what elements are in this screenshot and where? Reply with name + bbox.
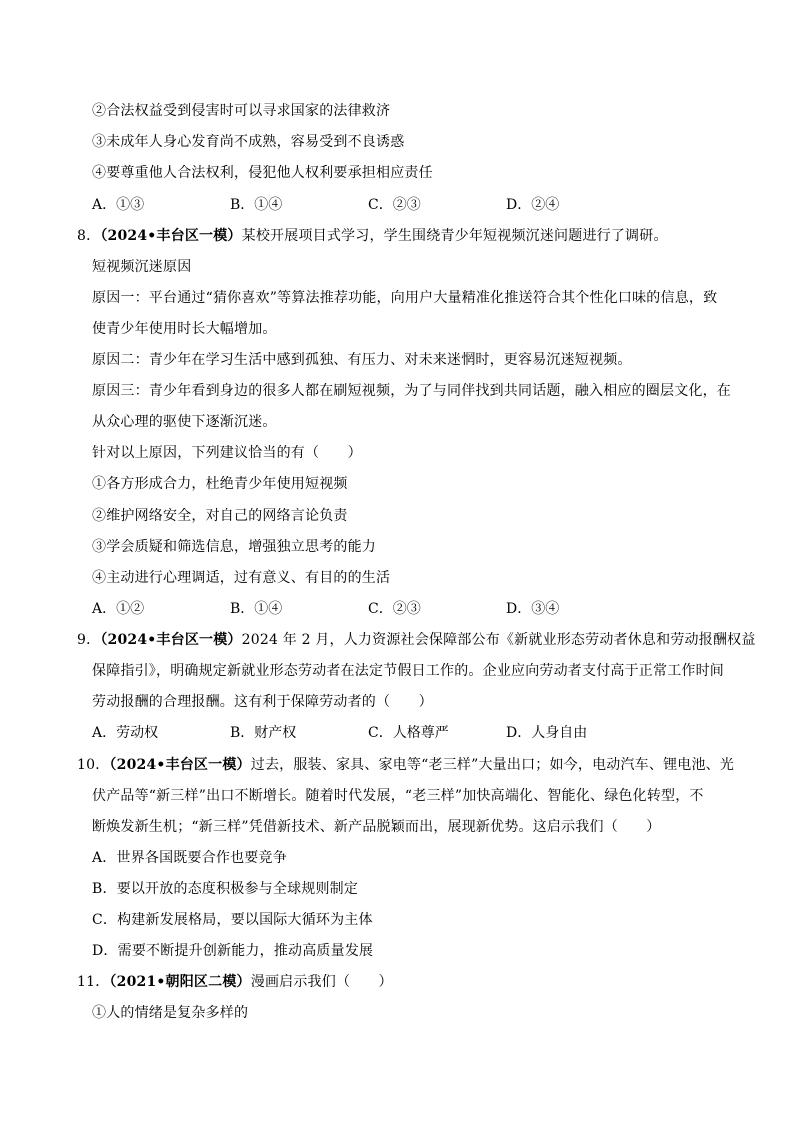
- question-number: 8．: [77, 228, 101, 244]
- q9-line3: 劳动报酬的合理报酬。这有利于保障劳动者的（ ）: [92, 694, 433, 710]
- q10-option-b[interactable]: B．要以开放的态度积极参与全球规则制定: [92, 881, 359, 897]
- q10-option-d[interactable]: D．需要不断提升创新能力，推动高质量发展: [92, 943, 374, 959]
- question-text: 2024 年 2 月，人力资源社会保障部公布《新就业形态劳动者休息和劳动报酬权益: [241, 632, 756, 648]
- q11-item-1: ①人的情绪是复杂多样的: [92, 1005, 249, 1021]
- q8-reason1-line2: 使青少年使用时长大幅增加。: [92, 321, 277, 337]
- prev-item-3: ③未成年人身心发育尚不成熟，容易受到不良诱惑: [92, 134, 405, 150]
- question-source: （2021•朝阳区二模）: [109, 974, 251, 990]
- q10-option-a[interactable]: A．世界各国既要合作也要竞争: [92, 850, 287, 866]
- q8-reason3-line2: 从众心理的驱使下逐渐沉迷。: [92, 414, 277, 430]
- option-c[interactable]: C．②③: [368, 197, 421, 213]
- question-number: 9．: [77, 632, 101, 648]
- q9-line2: 保障指引》，明确规定新就业形态劳动者在法定节假日工作的。企业应向劳动者支付高于正常工作时间: [92, 663, 724, 679]
- option-a[interactable]: A．①②: [92, 601, 145, 617]
- q8-item-1: ①各方形成合力，杜绝青少年使用短视频: [92, 476, 348, 492]
- question-number: 10．: [77, 757, 110, 773]
- q8-item-4: ④主动进行心理调适，过有意义、有目的的生活: [92, 570, 391, 586]
- q10-line2: 伏产品等“新三样”出口不断增长。随着时代发展，“老三样”加快高端化、智能化、绿色化转型，不: [92, 788, 704, 804]
- question-text: 漫画启示我们（ ）: [250, 974, 393, 990]
- question-source: （2024•丰台区一模）: [100, 228, 242, 244]
- q8-reason1-line1: 原因一：平台通过“猜你喜欢”等算法推荐功能，向用户大量精准化推送符合其个性化口味的信息，致: [92, 290, 718, 306]
- q8-heading: 短视频沉迷原因: [92, 259, 192, 275]
- question-source: （2024•丰台区一模）: [109, 757, 251, 773]
- prev-options: [92, 195, 732, 215]
- q10-option-c[interactable]: C．构建新发展格局，要以国际大循环为主体: [92, 912, 373, 928]
- prev-item-4: ④要尊重他人合法权利，侵犯他人权利要承担相应责任: [92, 165, 433, 181]
- question-source: （2024•丰台区一模）: [100, 632, 242, 648]
- q8-item-2: ②维护网络安全，对自己的网络言论负责: [92, 508, 348, 524]
- question-9-stem: [77, 630, 756, 650]
- q8-question: 针对以上原因，下列建议恰当的有（ ）: [92, 445, 362, 461]
- q9-options: [92, 723, 732, 743]
- q8-item-3: ③学会质疑和筛选信息，增强独立思考的能力: [92, 539, 376, 555]
- option-d[interactable]: D．③④: [506, 601, 560, 617]
- option-b[interactable]: B．①④: [230, 601, 283, 617]
- question-8-stem: [77, 226, 668, 246]
- q10-line3: 断焕发新生机；“新三样”凭借新技术、新产品脱颖而出，展现新优势。这启示我们（ ）: [92, 819, 661, 835]
- q8-options: [92, 599, 732, 619]
- option-c[interactable]: C．②③: [368, 601, 421, 617]
- option-b[interactable]: B．财产权: [230, 725, 297, 741]
- question-11-stem: [77, 972, 393, 992]
- option-d[interactable]: D．②④: [506, 197, 560, 213]
- option-a[interactable]: A．①③: [92, 197, 145, 213]
- option-b[interactable]: B．①④: [230, 197, 283, 213]
- prev-item-2: ②合法权益受到侵害时可以寻求国家的法律救济: [92, 103, 391, 119]
- option-a[interactable]: A．劳动权: [92, 725, 159, 741]
- question-text: 某校开展项目式学习，学生围绕青少年短视频沉迷问题进行了调研。: [241, 228, 668, 244]
- option-c[interactable]: C．人格尊严: [368, 725, 449, 741]
- q8-reason3-line1: 原因三：青少年看到身边的很多人都在刷短视频，为了与同伴找到共同话题，融入相应的圈层文化，在: [92, 383, 731, 399]
- question-10-stem: [77, 755, 734, 775]
- question-text: 过去，服装、家具、家电等“老三样”大量出口；如今，电动汽车、锂电池、光: [250, 757, 735, 773]
- q8-reason2: 原因二：青少年在学习生活中感到孤独、有压力、对未来迷惘时，更容易沉迷短视频。: [92, 352, 632, 368]
- option-d[interactable]: D．人身自由: [506, 725, 588, 741]
- question-number: 11．: [77, 974, 110, 990]
